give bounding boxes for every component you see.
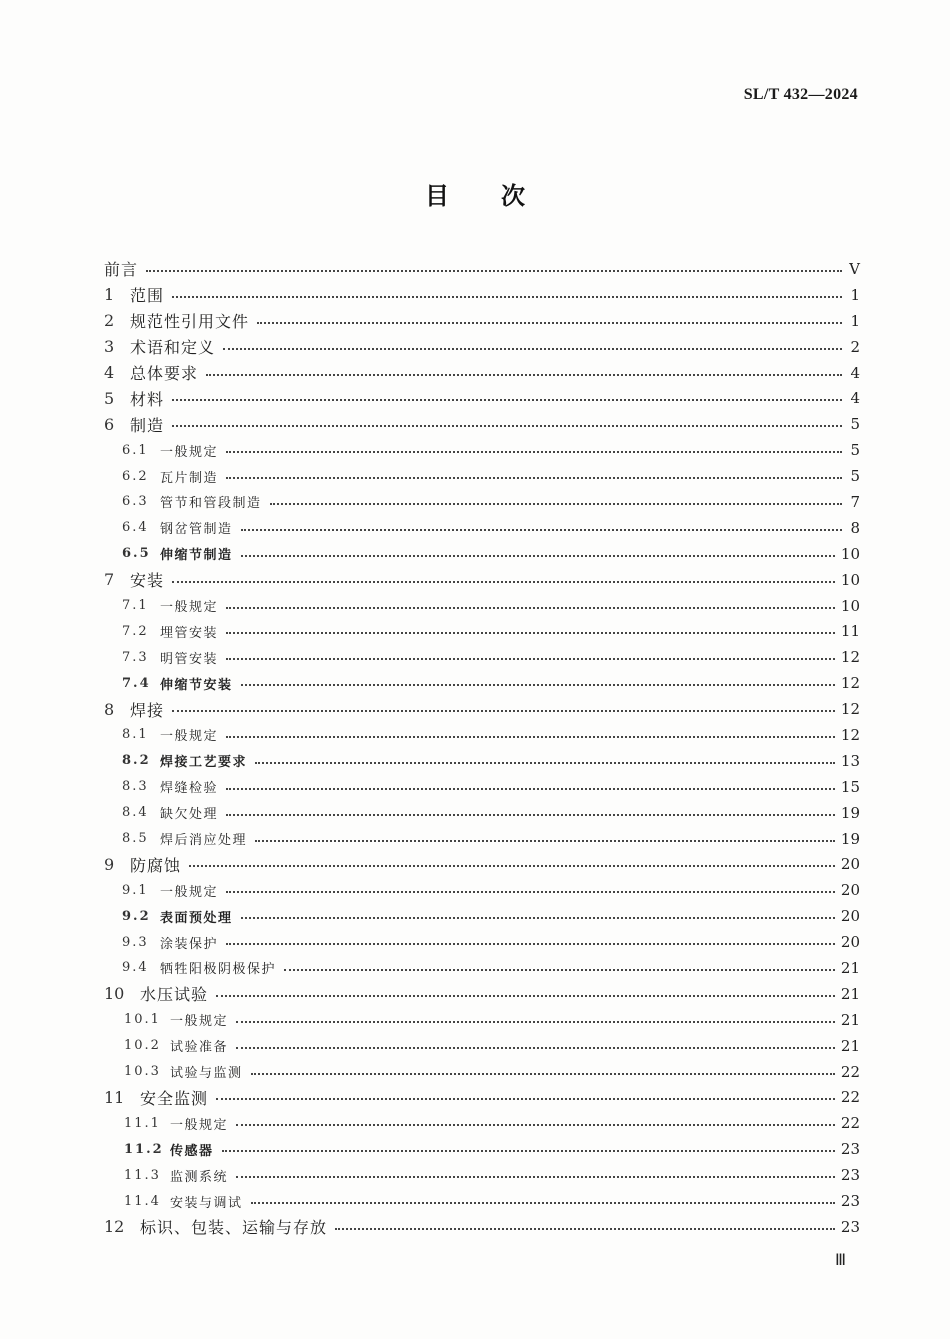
toc-entry-label: 前言 bbox=[104, 260, 139, 280]
toc-entry-number: 8.3 bbox=[122, 779, 149, 795]
toc-entry[interactable] bbox=[104, 541, 860, 567]
toc-entry-number: 11.1 bbox=[124, 1115, 161, 1131]
toc-entry-page: 10 bbox=[840, 570, 860, 589]
dot-leader bbox=[172, 296, 842, 298]
toc-entry-page: 23 bbox=[840, 1217, 860, 1236]
dot-leader bbox=[226, 943, 835, 945]
dot-leader bbox=[255, 840, 835, 842]
toc-entry-page: 23 bbox=[840, 1140, 860, 1159]
toc-entry-number: 12 bbox=[104, 1217, 125, 1237]
dot-leader bbox=[226, 451, 842, 453]
toc-entry-label: 试验准备 bbox=[170, 1040, 229, 1056]
toc-entry[interactable] bbox=[104, 644, 860, 670]
toc-entry-label: 表面预处理 bbox=[160, 910, 233, 926]
toc-entry-label: 防腐蚀 bbox=[130, 855, 182, 875]
toc-entry[interactable] bbox=[104, 515, 860, 541]
toc-entry[interactable] bbox=[104, 981, 860, 1007]
toc-entry-number: 9 bbox=[104, 854, 115, 874]
dot-leader bbox=[206, 374, 842, 376]
dot-leader bbox=[284, 969, 835, 971]
toc-entry-page: 21 bbox=[840, 1036, 860, 1055]
toc-entry-number: 7.1 bbox=[122, 598, 149, 614]
toc-entry-label: 缺欠处理 bbox=[160, 807, 219, 823]
toc-entry-page: 15 bbox=[840, 777, 860, 796]
toc-entry-number: 8.5 bbox=[122, 831, 149, 847]
dot-leader bbox=[226, 891, 835, 893]
toc-entry-page: 22 bbox=[840, 1062, 860, 1081]
dot-leader bbox=[255, 762, 835, 764]
toc-entry[interactable] bbox=[104, 1136, 860, 1162]
dot-leader bbox=[226, 736, 835, 738]
dot-leader bbox=[146, 270, 842, 272]
toc-entry-page: 19 bbox=[840, 803, 860, 822]
toc-entry-page: 22 bbox=[840, 1114, 860, 1133]
toc-entry[interactable] bbox=[104, 696, 860, 722]
toc-entry-page: 5 bbox=[850, 467, 860, 486]
dot-leader bbox=[222, 1150, 835, 1152]
toc-entry-number: 9.2 bbox=[122, 908, 151, 924]
toc-entry-number: 6.3 bbox=[122, 494, 149, 510]
toc-entry[interactable] bbox=[104, 774, 860, 800]
toc-entry-label: 标识、包装、运输与存放 bbox=[140, 1218, 328, 1238]
toc-entry-number: 7.4 bbox=[122, 675, 151, 691]
toc-entry-page: 23 bbox=[840, 1192, 860, 1210]
toc-entry-number: 10.3 bbox=[124, 1064, 161, 1080]
toc-entry-number: 8 bbox=[104, 699, 115, 719]
toc-entry-number: 5 bbox=[104, 388, 115, 408]
toc-entry-page: 2 bbox=[850, 337, 860, 356]
toc-entry[interactable] bbox=[104, 877, 860, 903]
toc-entry[interactable] bbox=[104, 463, 860, 489]
toc-entry[interactable] bbox=[104, 360, 860, 386]
toc-entry-label: 伸缩节安装 bbox=[160, 677, 233, 693]
toc-entry-page: 21 bbox=[840, 984, 860, 1003]
toc-entry-label: 涂装保护 bbox=[160, 936, 219, 952]
toc-entry-number: 6.5 bbox=[122, 546, 151, 562]
toc-entry[interactable] bbox=[104, 955, 860, 981]
toc-entry-label: 传感器 bbox=[170, 1143, 214, 1159]
toc-entry-label: 安全监测 bbox=[140, 1088, 209, 1108]
toc-entry-number: 6.4 bbox=[122, 520, 149, 536]
toc-entry-label: 一般规定 bbox=[160, 729, 219, 745]
dot-leader bbox=[216, 1098, 835, 1100]
toc-entry[interactable] bbox=[104, 826, 860, 852]
toc-entry[interactable] bbox=[104, 929, 860, 955]
toc-entry-page: 4 bbox=[850, 389, 860, 408]
dot-leader bbox=[226, 607, 835, 609]
toc-entry[interactable] bbox=[104, 618, 860, 644]
toc-entry-number: 7.3 bbox=[122, 649, 149, 665]
toc-entry-page: V bbox=[849, 259, 860, 278]
dot-leader bbox=[236, 1124, 835, 1126]
toc-entry-page: 8 bbox=[850, 518, 860, 537]
dot-leader bbox=[226, 658, 835, 660]
toc-entry[interactable] bbox=[104, 748, 860, 774]
toc-entry-label: 安装 bbox=[130, 571, 165, 591]
toc-entry-number: 9.3 bbox=[122, 934, 149, 950]
toc-entry-label: 瓦片制造 bbox=[160, 470, 219, 486]
dot-leader bbox=[241, 917, 835, 919]
toc-entry-page: 23 bbox=[840, 1166, 860, 1185]
toc-entry-page: 22 bbox=[840, 1088, 860, 1107]
toc-entry-label: 伸缩节制造 bbox=[160, 548, 233, 564]
toc-entry-number: 2 bbox=[104, 311, 115, 331]
toc-entry-number: 8.1 bbox=[122, 727, 149, 743]
toc-entry-page: 10 bbox=[840, 544, 860, 563]
toc-entry-page: 5 bbox=[850, 441, 860, 460]
toc-entry-number: 10.1 bbox=[124, 1012, 161, 1028]
toc-entry-number: 11.4 bbox=[124, 1193, 161, 1209]
toc-entry-page: 10 bbox=[840, 596, 860, 615]
dot-leader bbox=[216, 995, 835, 997]
toc-entry-label: 水压试验 bbox=[140, 985, 209, 1005]
dot-leader bbox=[172, 581, 835, 583]
toc-entry-page: 12 bbox=[840, 725, 860, 744]
toc-entry-page: 5 bbox=[850, 415, 860, 434]
toc-entry-page: 11 bbox=[840, 622, 860, 641]
toc-entry-number: 6.1 bbox=[122, 442, 149, 458]
dot-leader bbox=[189, 865, 835, 867]
toc-entry-number: 9.4 bbox=[122, 960, 149, 976]
toc-entry-number: 11.2 bbox=[124, 1141, 164, 1157]
toc-entry-label: 一般规定 bbox=[170, 1014, 229, 1030]
toc-entry-label: 一般规定 bbox=[160, 600, 219, 616]
toc-entry[interactable] bbox=[104, 851, 860, 877]
standard-code: SL/T 432—2024 bbox=[743, 86, 858, 103]
toc-entry-number: 11 bbox=[104, 1087, 125, 1107]
toc-entry-page: 20 bbox=[840, 881, 860, 900]
toc-entry-label: 范围 bbox=[130, 286, 165, 306]
toc-entry[interactable] bbox=[104, 411, 860, 437]
toc-entry-page: 4 bbox=[850, 363, 860, 382]
toc-entry-label: 管节和管段制造 bbox=[160, 496, 262, 512]
toc-entry-page: 1 bbox=[850, 311, 860, 330]
dot-leader bbox=[251, 1073, 835, 1075]
footer-page-number: Ⅲ bbox=[834, 1252, 846, 1269]
toc-entry-label: 术语和定义 bbox=[130, 338, 216, 358]
toc-entry-number: 10 bbox=[104, 984, 125, 1004]
toc-entry-number: 7.2 bbox=[122, 623, 149, 639]
toc-entry-label: 规范性引用文件 bbox=[130, 312, 250, 332]
toc-entry-number: 4 bbox=[104, 363, 115, 382]
toc-entry[interactable] bbox=[104, 593, 860, 619]
toc-entry-page: 12 bbox=[840, 700, 860, 719]
toc-entry-number: 11.3 bbox=[124, 1167, 161, 1183]
toc-entry-page: 13 bbox=[840, 751, 860, 770]
dot-leader bbox=[251, 1202, 835, 1204]
toc-entry-page: 21 bbox=[840, 958, 860, 977]
toc-entry-label: 一般规定 bbox=[160, 884, 219, 900]
toc-entry-label: 一般规定 bbox=[170, 1117, 229, 1133]
dot-leader bbox=[172, 399, 842, 401]
toc-entry[interactable] bbox=[104, 1033, 860, 1059]
toc-entry-label: 一般规定 bbox=[160, 444, 219, 460]
toc-entry-page: 12 bbox=[840, 648, 860, 667]
toc-entry-label: 焊缝检验 bbox=[160, 781, 219, 797]
toc-entry-page: 20 bbox=[840, 855, 860, 874]
toc-entry-number: 6.2 bbox=[122, 468, 149, 484]
toc-entry[interactable] bbox=[104, 670, 860, 696]
toc-entry[interactable] bbox=[104, 1162, 860, 1188]
toc-entry-number: 10.2 bbox=[124, 1038, 161, 1054]
toc-entry-number: 6 bbox=[104, 414, 115, 434]
toc-entry-label: 牺牲阳极阴极保护 bbox=[160, 962, 277, 978]
dot-leader bbox=[236, 1021, 835, 1023]
toc-entry-label: 材料 bbox=[130, 389, 165, 409]
toc-entry[interactable] bbox=[104, 1059, 860, 1085]
toc-entry-label: 安装与调试 bbox=[170, 1195, 243, 1211]
toc-entry-page: 19 bbox=[840, 829, 860, 848]
dot-leader bbox=[172, 425, 842, 427]
dot-leader bbox=[241, 529, 842, 531]
dot-leader bbox=[236, 1176, 835, 1178]
dot-leader bbox=[223, 348, 842, 350]
toc-entry[interactable] bbox=[104, 437, 860, 463]
toc-entry[interactable] bbox=[104, 722, 860, 748]
toc-entry-page: 21 bbox=[840, 1010, 860, 1029]
toc-entry[interactable] bbox=[104, 1110, 860, 1136]
toc-entry[interactable] bbox=[104, 1007, 860, 1033]
dot-leader bbox=[236, 1047, 835, 1049]
toc-entry[interactable] bbox=[104, 308, 860, 334]
toc-entry[interactable] bbox=[104, 334, 860, 360]
toc-entry[interactable] bbox=[104, 567, 860, 593]
toc-entry-number: 1 bbox=[104, 285, 115, 305]
toc-entry-number: 9.1 bbox=[122, 882, 149, 898]
toc-entry[interactable] bbox=[104, 1085, 860, 1111]
toc-entry-label: 焊接 bbox=[130, 700, 165, 720]
dot-leader bbox=[257, 322, 842, 324]
toc-entry[interactable] bbox=[104, 385, 860, 411]
toc-entry-label: 监测系统 bbox=[170, 1169, 229, 1185]
dot-leader bbox=[172, 710, 835, 712]
toc-entry-label: 钢岔管制造 bbox=[160, 522, 233, 538]
dot-leader bbox=[241, 684, 835, 686]
toc-entry-page: 1 bbox=[850, 285, 860, 304]
toc-entry-number: 7 bbox=[104, 570, 115, 590]
toc-entry-label: 焊后消应处理 bbox=[160, 833, 248, 849]
page-title: 目次 bbox=[425, 181, 577, 210]
toc-entry[interactable] bbox=[104, 800, 860, 826]
dot-leader bbox=[270, 503, 842, 505]
toc-entry[interactable] bbox=[104, 489, 860, 515]
dot-leader bbox=[226, 788, 835, 790]
dot-leader bbox=[335, 1228, 835, 1230]
toc-entry-page: 7 bbox=[850, 492, 860, 511]
toc-entry[interactable] bbox=[104, 1188, 860, 1214]
toc-entry[interactable] bbox=[104, 282, 860, 308]
dot-leader bbox=[226, 477, 842, 479]
toc-entry-page: 20 bbox=[840, 907, 860, 926]
dot-leader bbox=[226, 632, 835, 634]
toc-entry[interactable] bbox=[104, 903, 860, 929]
toc-entry[interactable] bbox=[104, 256, 860, 282]
toc-entry-number: 8.4 bbox=[122, 805, 149, 821]
dot-leader bbox=[226, 814, 835, 816]
toc-entry[interactable] bbox=[104, 1214, 860, 1240]
toc-entry-label: 焊接工艺要求 bbox=[160, 755, 248, 771]
toc-entry-number: 3 bbox=[104, 337, 115, 357]
toc-entry-page: 20 bbox=[840, 933, 860, 952]
toc-entry-label: 制造 bbox=[130, 415, 165, 435]
table-of-contents bbox=[104, 256, 860, 1240]
toc-entry-number: 8.2 bbox=[122, 753, 151, 769]
toc-entry-label: 总体要求 bbox=[130, 364, 199, 383]
toc-entry-label: 埋管安装 bbox=[160, 625, 219, 641]
toc-entry-label: 明管安装 bbox=[160, 651, 219, 667]
dot-leader bbox=[241, 555, 835, 557]
toc-entry-page: 12 bbox=[840, 674, 860, 693]
toc-entry-label: 试验与监测 bbox=[170, 1066, 243, 1082]
